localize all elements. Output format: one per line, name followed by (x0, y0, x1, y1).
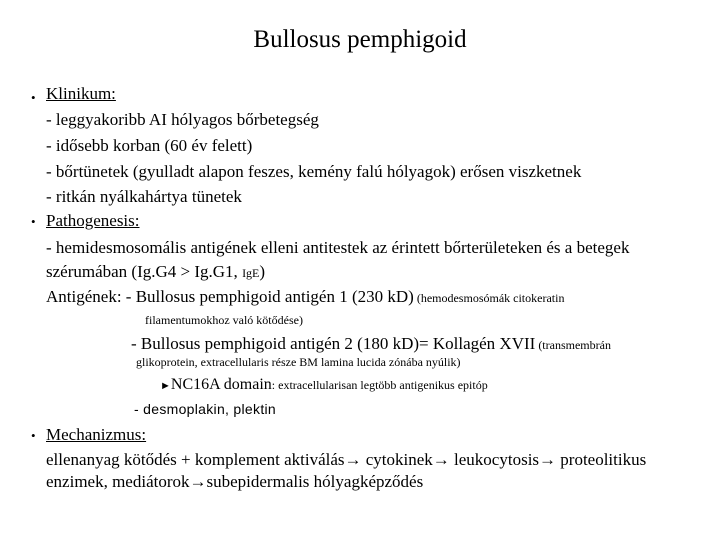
mechanizmus-line: ellenanyag kötődés + komplement aktiválás→ cytokinek→ leukocytosis→ proteolitikus (46, 450, 647, 469)
klinikum-heading: Klinikum: (46, 84, 116, 103)
pathogenesis-heading: Pathogenesis: (46, 211, 140, 230)
klinikum-item: - idősebb korban (60 év felett) (46, 136, 253, 155)
antigen2-line (131, 334, 611, 354)
serum-close: ) (259, 262, 266, 281)
klinikum-item: - bőrtünetek (gyulladt alapon feszes, kemény falú hólyagok) erősen viszketnek (46, 162, 582, 181)
nc16a-main: NC16A domain (170, 376, 272, 393)
bullet-pathogenesis: • (31, 214, 36, 229)
pathogenesis-line: - hemidesmosomális antigének elleni antitestek az érintett bőrterületeken és a betegek (46, 238, 630, 257)
page-title: Bullosus pemphigoid (253, 26, 467, 53)
mechanizmus-line: enzimek, mediátorok→subepidermalis hólyagképződés (46, 472, 424, 491)
arrow-right-icon: ► (160, 380, 171, 392)
antigen1-note-cont: filamentumokhoz való kötődése) (145, 313, 303, 327)
serum-text: szérumában (Ig.G4 > Ig.G1, (46, 262, 243, 281)
antigen2-note-cont: glikoprotein, extracellularis része BM lamina lucida zónába nyúlik) (136, 355, 461, 369)
klinikum-item: - leggyakoribb AI hólyagos bőrbetegség (46, 110, 319, 129)
pathogenesis-line-serum (46, 262, 265, 282)
bullet-mechanizmus: • (31, 428, 36, 443)
antigen2-note: (transmembrán (535, 338, 611, 352)
klinikum-item: - ritkán nyálkahártya tünetek (46, 187, 242, 206)
nc16a-note: : extracellularisan legtöbb antigenikus epitóp (271, 378, 488, 392)
antigen1-note: (hemodesmosómák citokeratin (413, 291, 565, 305)
other-antigens: - desmoplakin, plektin (134, 401, 276, 417)
antigen1-main: Antigének: - Bullosus pemphigoid antigén 1 (230 kD) (46, 287, 414, 306)
antigen1-line (46, 287, 564, 307)
mechanizmus-heading: Mechanizmus: (46, 425, 147, 444)
ige-text: IgE (242, 266, 260, 280)
nc16a-line (160, 376, 488, 394)
bullet-klinikum: • (31, 90, 36, 105)
antigen2-main: - Bullosus pemphigoid antigén 2 (180 kD)= Kollagén XVII (131, 334, 536, 353)
